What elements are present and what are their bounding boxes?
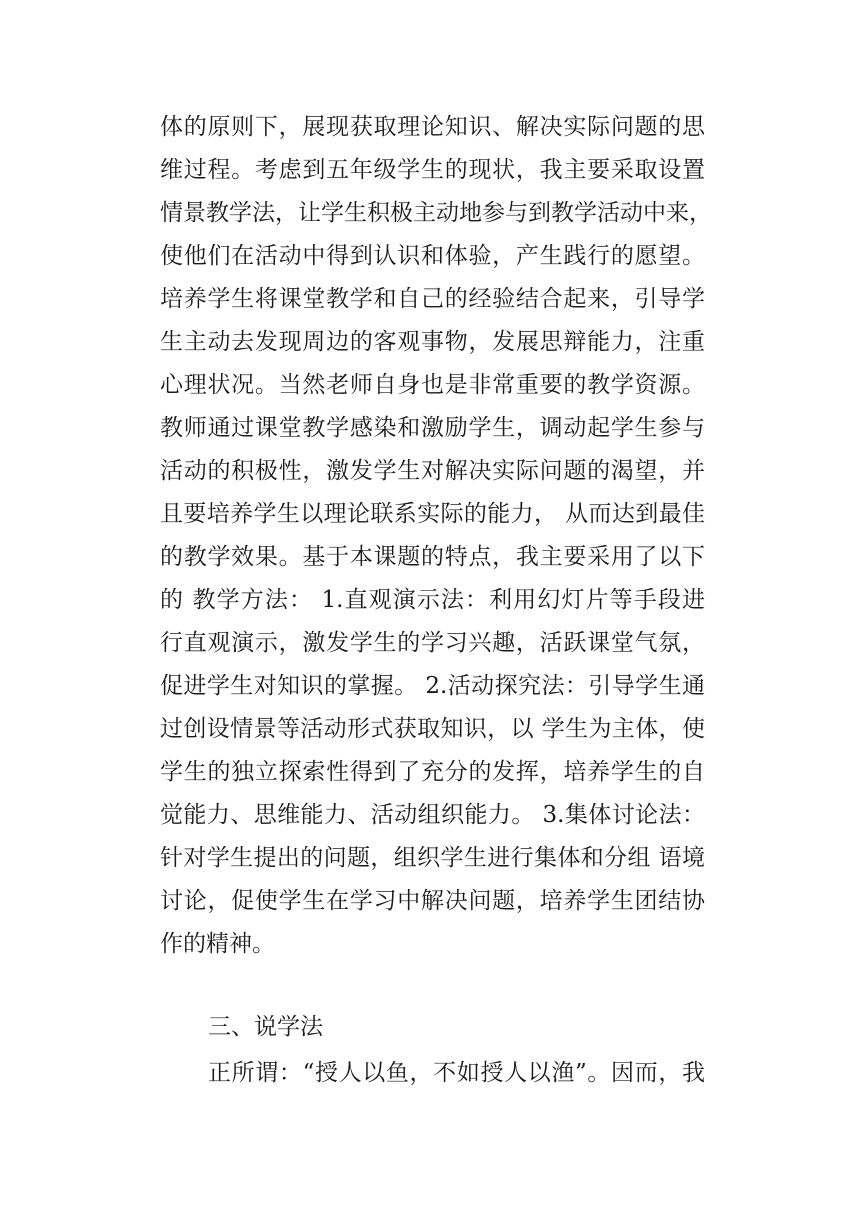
text-line: 过创设情景等活动形式获取知识，以 学生为主体，使 bbox=[160, 716, 705, 742]
text-line: 活动的积极性，激发学生对解决实际问题的渴望，并 bbox=[160, 458, 705, 484]
text-line: 使他们在活动中得到认识和体验，产生践行的愿望。 bbox=[160, 243, 705, 269]
text-line: 教师通过课堂教学感染和激励学生，调动起学生参与 bbox=[160, 415, 705, 441]
text-line: 的教学效果。基于本课题的特点，我主要采用了以下 bbox=[160, 544, 705, 570]
text-line: 生主动去发现周边的客观事物，发展思辩能力，注重 bbox=[160, 329, 705, 355]
paragraph-first-line: 正所谓：“授人以鱼，不如授人以渔”。因而，我 bbox=[208, 1060, 705, 1086]
text-line: 的 教学方法： 1.直观演示法：利用幻灯片等手段进 bbox=[160, 587, 705, 613]
text-line: 促进学生对知识的掌握。 2.活动探究法：引导学生通 bbox=[160, 673, 705, 699]
text-line: 行直观演示，激发学生的学习兴趣，活跃课堂气氛， bbox=[160, 630, 705, 656]
text-line: 作的精神。 bbox=[160, 931, 275, 957]
text-line: 维过程。考虑到五年级学生的现状，我主要采取设置 bbox=[160, 157, 705, 183]
text-line: 情景教学法，让学生积极主动地参与到教学活动中来， bbox=[160, 200, 712, 226]
text-line: 心理状况。当然老师自身也是非常重要的教学资源。 bbox=[160, 372, 705, 398]
body-paragraph bbox=[160, 106, 712, 966]
text-line: 学生的独立探索性得到了充分的发挥，培养学生的自 bbox=[160, 759, 705, 785]
text-line: 且要培养学生以理论联系实际的能力， 从而达到最佳 bbox=[160, 501, 705, 527]
text-line: 体的原则下，展现获取理论知识、解决实际问题的思 bbox=[160, 114, 705, 140]
text-line: 觉能力、思维能力、活动组织能力。 3.集体讨论法： bbox=[160, 802, 705, 828]
text-line: 培养学生将课堂教学和自己的经验结合起来，引导学 bbox=[160, 286, 705, 312]
text-line: 针对学生提出的问题，组织学生进行集体和分组 语境 bbox=[160, 845, 705, 871]
text-line: 讨论，促使学生在学习中解决问题，培养学生团结协 bbox=[160, 888, 705, 914]
section-heading: 三、说学法 bbox=[208, 1014, 323, 1040]
